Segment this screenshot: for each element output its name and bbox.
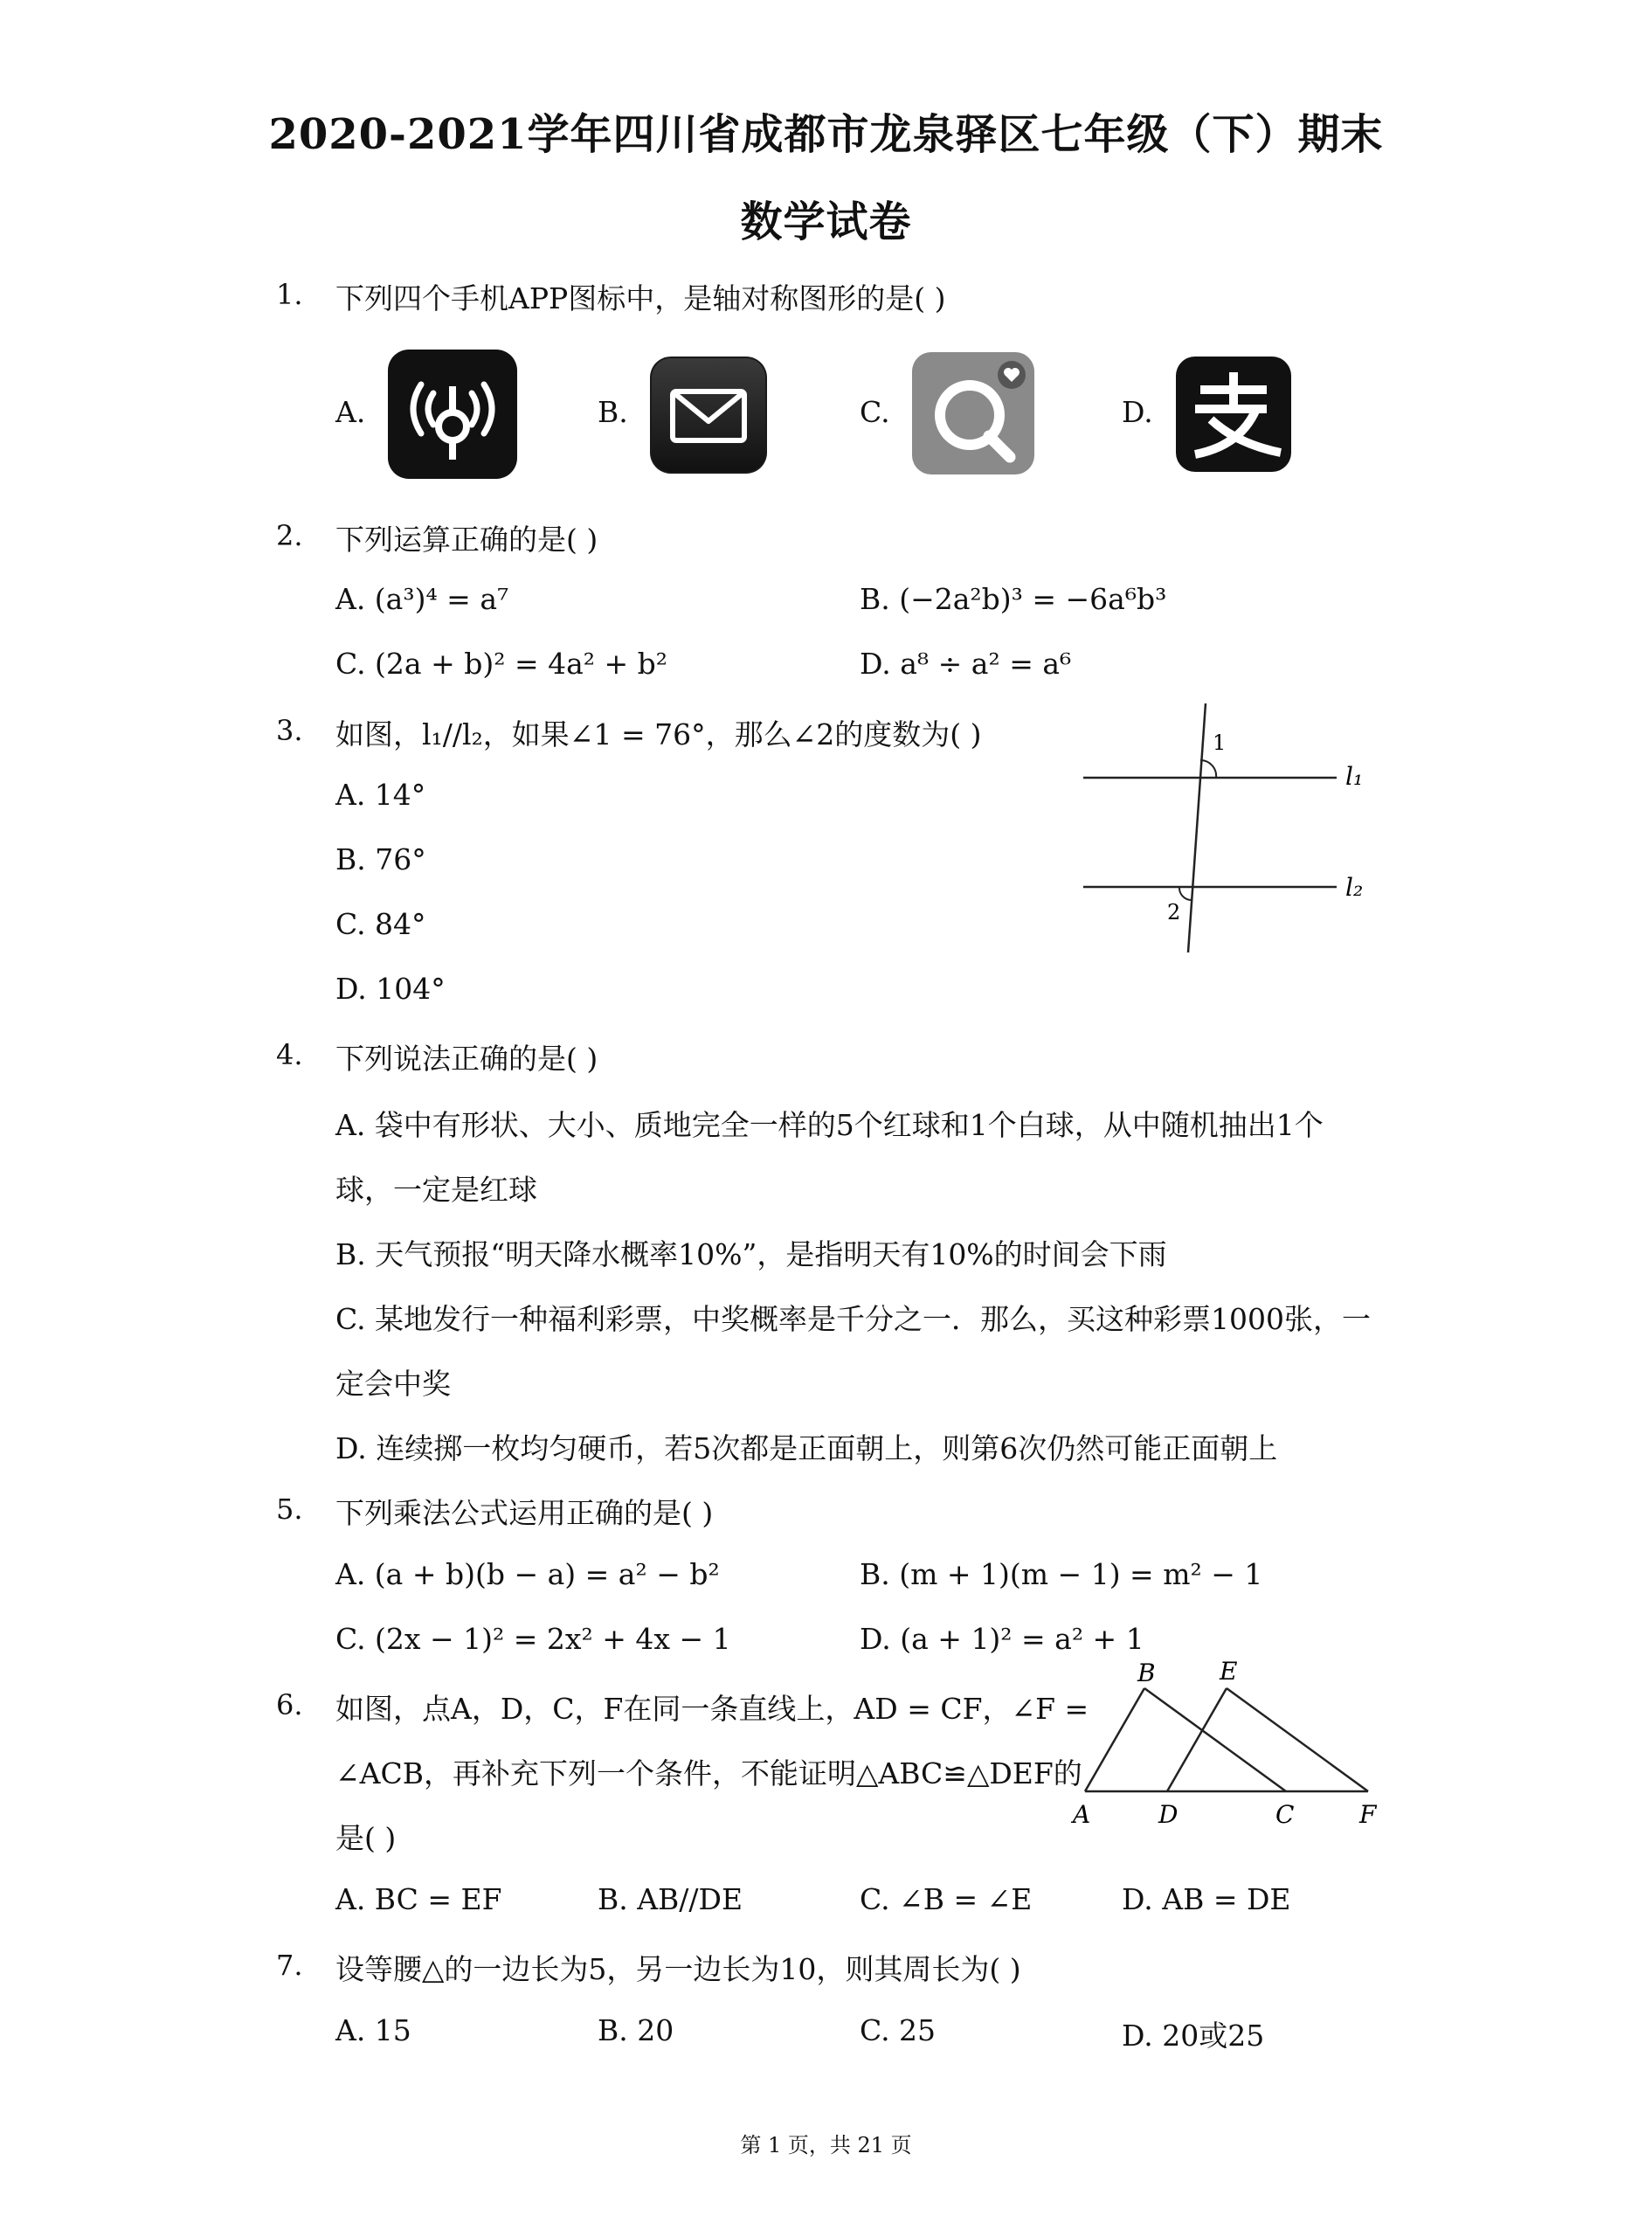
q7-option-a: A. 15	[335, 2013, 411, 2047]
point-e-label: E	[1220, 1660, 1238, 1686]
alipay-icon	[1176, 357, 1291, 475]
question-4-number: 4.	[276, 1038, 303, 1071]
q1-option-c-label: C.	[860, 395, 890, 429]
q3-option-d: D. 104°	[335, 972, 446, 1006]
point-b-label: B	[1137, 1660, 1156, 1687]
wifi-key-icon	[388, 350, 517, 482]
question-2-text: 下列运算正确的是( )	[335, 523, 598, 557]
q4-option-d: D. 连续掷一枚均匀硬币，若5次都是正面朝上，则第6次仍然可能正面朝上	[335, 1431, 1278, 1465]
q6-option-b: B. AB//DE	[598, 1882, 743, 1916]
point-a-label: A	[1073, 1800, 1091, 1829]
q5-option-d: D. (a + 1)² = a² + 1	[860, 1622, 1144, 1656]
mail-icon	[650, 357, 767, 477]
question-7-number: 7.	[276, 1949, 303, 1982]
angle-1-label: 1	[1213, 731, 1227, 755]
q6-option-a: A. BC = EF	[335, 1882, 502, 1916]
question-2-number: 2.	[276, 519, 303, 552]
q4-option-c-line2: 定会中奖	[335, 1367, 451, 1401]
point-d-label: D	[1158, 1800, 1179, 1829]
question-7-text: 设等腰△的一边长为5，另一边长为10，则其周长为( )	[335, 1952, 1021, 1986]
q5-option-b: B. (m + 1)(m − 1) = m² − 1	[860, 1557, 1263, 1591]
page-footer: 第 1 页，共 21 页	[740, 2133, 912, 2157]
point-c-label: C	[1275, 1800, 1295, 1829]
line-l2-label: l₂	[1345, 873, 1364, 902]
question-3-text: 如图，l₁//l₂，如果∠1 = 76°，那么∠2的度数为( )	[335, 717, 982, 751]
q6-option-d: D. AB = DE	[1122, 1882, 1291, 1916]
question-6-line1: 如图，点A，D，C，F在同一条直线上，AD = CF，∠F =	[335, 1692, 1089, 1726]
q6-option-c: C. ∠B = ∠E	[860, 1882, 1033, 1916]
question-3-number: 3.	[276, 714, 303, 747]
question-6-number: 6.	[276, 1688, 303, 1721]
q2-option-c: C. (2a + b)² = 4a² + b²	[335, 647, 667, 681]
question-5-text: 下列乘法公式运用正确的是( )	[335, 1496, 714, 1530]
question-6-line3: 是( )	[335, 1821, 397, 1855]
q3-option-b: B. 76°	[335, 842, 426, 876]
q3-option-c: C. 84°	[335, 907, 426, 941]
point-f-label: F	[1359, 1800, 1377, 1829]
parallel-lines-figure	[1075, 690, 1389, 965]
q4-option-c-line1: C. 某地发行一种福利彩票，中奖概率是千分之一．那么，买这种彩票1000张，一	[335, 1302, 1372, 1336]
search-q-icon	[912, 352, 1034, 478]
q2-option-a: A. (a³)⁴ = a⁷	[335, 582, 509, 616]
q4-option-a-line2: 球，一定是红球	[335, 1173, 537, 1207]
q2-option-b: B. (−2a²b)³ = −6a⁶b³	[860, 582, 1167, 616]
q7-option-d: D. 20或25	[1122, 2019, 1265, 2053]
question-1-text: 下列四个手机APP图标中，是轴对称图形的是( )	[335, 281, 946, 315]
question-5-number: 5.	[276, 1492, 303, 1526]
q2-option-d: D. a⁸ ÷ a² = a⁶	[860, 647, 1072, 681]
page-title-line2: 数学试卷	[740, 197, 912, 246]
q1-option-a-label: A.	[335, 395, 366, 429]
q3-option-a: A. 14°	[335, 778, 426, 812]
q1-option-b-label: B.	[598, 395, 628, 429]
q5-option-a: A. (a + b)(b − a) = a² − b²	[335, 1557, 720, 1591]
page-title-line1: 2020-2021学年四川省成都市龙泉驿区七年级（下）期末	[268, 110, 1384, 159]
q5-option-c: C. (2x − 1)² = 2x² + 4x − 1	[335, 1622, 731, 1656]
triangles-figure	[1057, 1660, 1389, 1839]
question-4-text: 下列说法正确的是( )	[335, 1042, 598, 1076]
angle-2-label: 2	[1167, 900, 1181, 925]
q1-option-d-label: D.	[1122, 395, 1153, 429]
line-l1-label: l₁	[1345, 762, 1364, 791]
q7-option-c: C. 25	[860, 2013, 937, 2047]
q4-option-b: B. 天气预报“明天降水概率10%”，是指明天有10%的时间会下雨	[335, 1237, 1167, 1271]
question-1-number: 1.	[276, 278, 303, 311]
q7-option-b: B. 20	[598, 2013, 674, 2047]
q4-option-a-line1: A. 袋中有形状、大小、质地完全一样的5个红球和1个白球，从中随机抽出1个	[335, 1108, 1324, 1142]
question-6-line2: ∠ACB，再补充下列一个条件，不能证明△ABC≌△DEF的	[335, 1756, 1082, 1790]
